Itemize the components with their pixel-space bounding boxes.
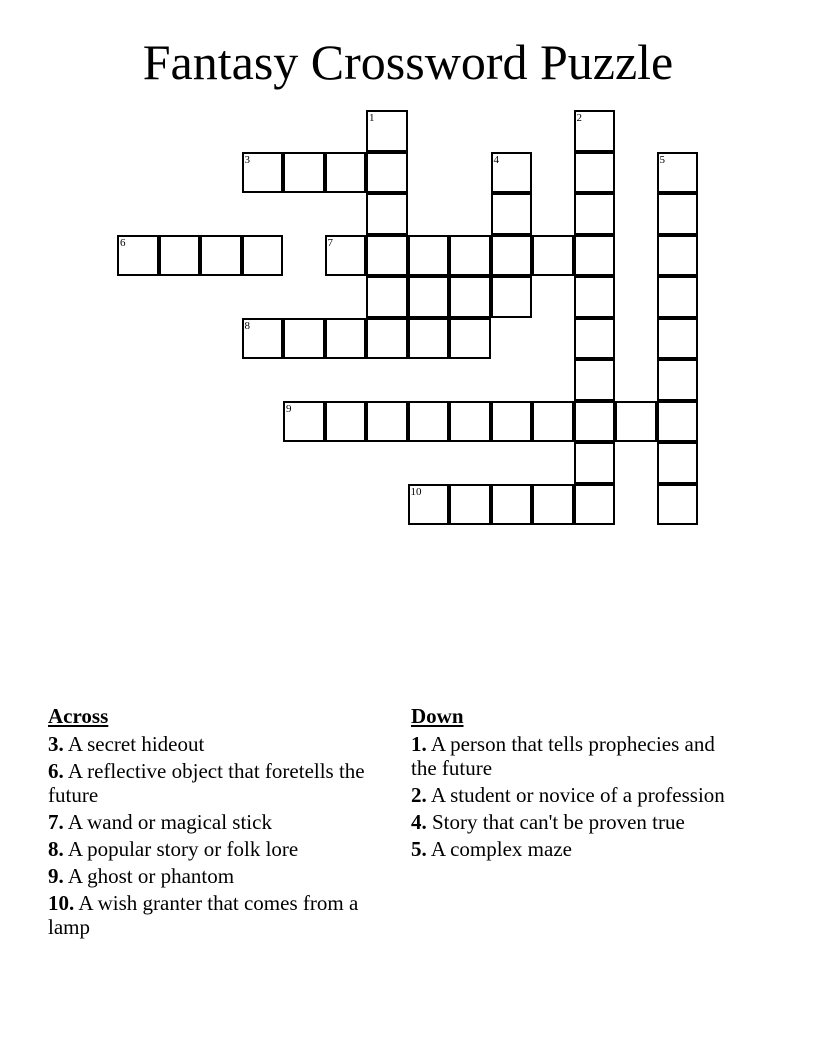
cell-number: 8	[244, 319, 250, 332]
clue-number: 10.	[48, 891, 75, 915]
grid-cell[interactable]	[574, 193, 616, 235]
grid-cell[interactable]	[366, 152, 408, 194]
grid-cell[interactable]	[574, 110, 616, 152]
grid-cell[interactable]	[408, 401, 450, 443]
grid-cell[interactable]	[574, 235, 616, 277]
grid-cell[interactable]	[491, 193, 533, 235]
grid-cell[interactable]	[657, 152, 699, 194]
grid-cell[interactable]	[408, 484, 450, 526]
down-clue	[411, 837, 731, 861]
grid-cell[interactable]	[283, 152, 325, 194]
grid-cell[interactable]	[449, 276, 491, 318]
clue-text: A student or novice of a profession	[430, 783, 725, 807]
cell-number: 6	[120, 236, 126, 249]
clue-number: 3.	[48, 732, 64, 756]
cell-number: 1	[369, 112, 375, 124]
clue-number: 5.	[411, 837, 427, 861]
grid-cell[interactable]	[574, 442, 616, 484]
clue-text: A person that tells prophecies and the future	[411, 732, 715, 780]
down-heading: Down	[411, 704, 464, 728]
grid-cell[interactable]	[117, 235, 159, 277]
grid-cell[interactable]	[366, 110, 408, 152]
grid-cell[interactable]	[200, 235, 242, 277]
across-clues	[48, 704, 368, 942]
grid-cell[interactable]	[657, 193, 699, 235]
cell-number: 2	[576, 112, 582, 124]
across-clue	[48, 732, 368, 756]
grid-cell[interactable]	[449, 401, 491, 443]
down-clue	[411, 810, 731, 834]
clue-text: A popular story or folk lore	[67, 837, 299, 861]
grid-cell[interactable]	[491, 152, 533, 194]
grid-cell[interactable]	[325, 401, 367, 443]
cell-number: 9	[286, 402, 292, 415]
grid-cell[interactable]	[657, 401, 699, 443]
cell-number: 3	[244, 153, 250, 166]
grid-cell[interactable]	[657, 276, 699, 318]
grid-cell[interactable]	[532, 235, 574, 277]
clue-number: 8.	[48, 837, 64, 861]
grid-cell[interactable]	[449, 235, 491, 277]
clue-text: A reflective object that foretells the future	[48, 759, 365, 807]
clue-text: Story that can't be proven true	[432, 810, 685, 834]
grid-cell[interactable]	[532, 484, 574, 526]
across-heading: Across	[48, 704, 109, 728]
grid-cell[interactable]	[366, 235, 408, 277]
grid-cell[interactable]	[242, 152, 284, 194]
clue-text: A wish granter that comes from a lamp	[48, 891, 359, 939]
grid-cell[interactable]	[366, 401, 408, 443]
grid-cell[interactable]	[159, 235, 201, 277]
grid-cell[interactable]	[615, 401, 657, 443]
grid-cell[interactable]	[491, 484, 533, 526]
down-clues	[411, 704, 731, 864]
grid-cell[interactable]	[574, 484, 616, 526]
clue-text: A complex maze	[430, 837, 572, 861]
grid-cell[interactable]	[366, 318, 408, 360]
clue-number: 9.	[48, 864, 64, 888]
grid-cell[interactable]	[574, 276, 616, 318]
cell-number: 10	[410, 485, 422, 498]
clue-number: 2.	[411, 783, 427, 807]
cell-number: 7	[327, 236, 333, 249]
grid-cell[interactable]	[325, 235, 367, 277]
cell-number: 4	[493, 153, 499, 166]
grid-cell[interactable]	[491, 235, 533, 277]
clue-text: A wand or magical stick	[67, 810, 272, 834]
across-clue	[48, 837, 368, 861]
grid-cell[interactable]	[657, 442, 699, 484]
grid-cell[interactable]	[366, 276, 408, 318]
cell-number: 5	[659, 153, 665, 166]
grid-cell[interactable]	[532, 401, 574, 443]
clue-text: A secret hideout	[67, 732, 205, 756]
down-clue	[411, 732, 731, 780]
grid-cell[interactable]	[657, 359, 699, 401]
grid-cell[interactable]	[408, 318, 450, 360]
clue-number: 7.	[48, 810, 64, 834]
grid-cell[interactable]	[574, 152, 616, 194]
across-clue	[48, 891, 368, 939]
grid-cell[interactable]	[408, 276, 450, 318]
clue-number: 4.	[411, 810, 427, 834]
grid-cell[interactable]	[325, 318, 367, 360]
grid-cell[interactable]	[366, 193, 408, 235]
grid-cell[interactable]	[449, 318, 491, 360]
grid-cell[interactable]	[283, 318, 325, 360]
grid-cell[interactable]	[491, 401, 533, 443]
across-clue	[48, 864, 368, 888]
grid-cell[interactable]	[657, 318, 699, 360]
grid-cell[interactable]	[657, 484, 699, 526]
across-clue	[48, 759, 368, 807]
grid-cell[interactable]	[408, 235, 450, 277]
clue-text: A ghost or phantom	[67, 864, 235, 888]
grid-cell[interactable]	[574, 401, 616, 443]
grid-cell[interactable]	[574, 359, 616, 401]
grid-cell[interactable]	[242, 235, 284, 277]
puzzle-title: Fantasy Crossword Puzzle	[142, 34, 674, 90]
across-clue	[48, 810, 368, 834]
grid-cell[interactable]	[491, 276, 533, 318]
clue-number: 6.	[48, 759, 64, 783]
grid-cell[interactable]	[283, 401, 325, 443]
grid-cell[interactable]	[449, 484, 491, 526]
down-clue	[411, 783, 731, 807]
grid-cell[interactable]	[325, 152, 367, 194]
grid-cell[interactable]	[242, 318, 284, 360]
clue-number: 1.	[411, 732, 427, 756]
grid-cell[interactable]	[657, 235, 699, 277]
grid-cell[interactable]	[574, 318, 616, 360]
